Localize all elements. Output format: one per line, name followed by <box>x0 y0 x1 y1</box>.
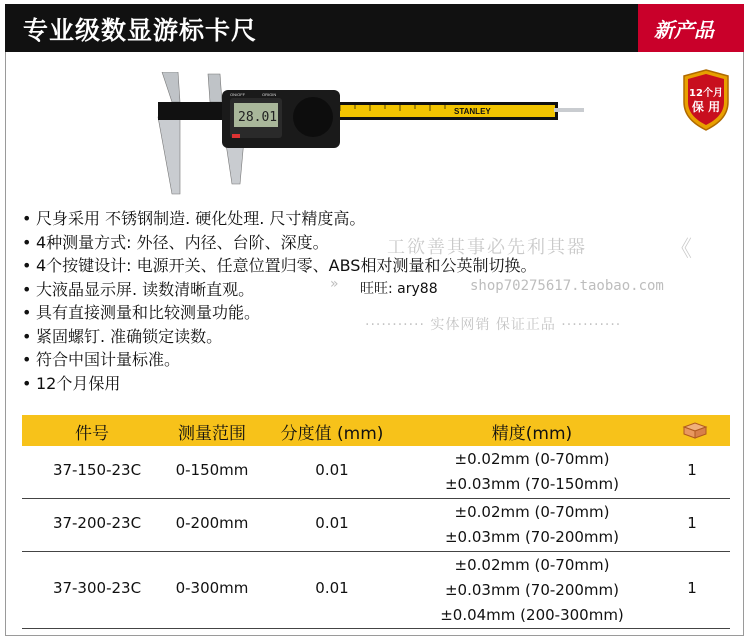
feature-item: • 12个月保用 <box>22 373 121 393</box>
cell-part: 37-200-23C <box>52 514 142 532</box>
caliper-origin-button: ORIGIN <box>262 92 277 97</box>
cell-precision: ±0.02mm (0-70mm) ±0.03mm (70-200mm) ±0.04mm (200-300mm) <box>440 556 624 624</box>
warranty-line2: 保 用 <box>691 100 721 114</box>
cell-range: 0-150mm <box>175 461 249 479</box>
table-header <box>22 415 730 446</box>
table-row <box>22 552 730 629</box>
cell-qty: 1 <box>687 514 697 532</box>
box-icon <box>682 421 708 439</box>
watermark-arrow-icon: 《 <box>670 237 693 262</box>
header-bar <box>5 4 744 52</box>
col-header-part: 件号 <box>75 424 109 444</box>
caliper-on-button: ON/OFF <box>230 92 246 97</box>
cell-resolution: 0.01 <box>315 579 349 597</box>
cell-part: 37-150-23C <box>52 461 142 479</box>
col-header-resolution: 分度值 (mm) <box>280 424 384 444</box>
cell-part: 37-300-23C <box>52 579 142 597</box>
feature-item: • 4个按键设计: 电源开关、任意位置归零、ABS相对测量和公英制切换。 <box>22 256 537 275</box>
new-product-label: 新产品 <box>654 18 714 42</box>
cell-resolution: 0.01 <box>315 514 349 532</box>
feature-item: • 符合中国计量标准。 <box>22 350 181 369</box>
cell-precision: ±0.02mm (0-70mm) ±0.03mm (70-200mm) <box>444 503 620 546</box>
col-header-precision: 精度(mm) <box>491 424 573 444</box>
page-title: 专业级数显游标卡尺 <box>23 16 258 45</box>
feature-item: • 紧固螺钉. 准确锁定读数。 <box>22 326 223 346</box>
feature-item: • 尺身采用 不锈钢制造. 硬化处理. 尺寸精度高。 <box>22 209 366 228</box>
spec-table <box>22 415 730 629</box>
watermark-guarantee: ··········· 实体网销 保证正品 ··········· <box>365 317 622 333</box>
watermark-slogan: 工欲善其事必先利其器 <box>387 237 587 258</box>
cell-resolution: 0.01 <box>315 461 349 479</box>
table-row <box>22 446 730 499</box>
col-header-range: 测量范围 <box>178 424 246 444</box>
caliper-display-reading: 28.01 <box>238 110 278 125</box>
cell-range: 0-200mm <box>175 514 249 532</box>
cell-qty: 1 <box>687 579 697 597</box>
watermark-wangwang-label: 旺旺: ary88 <box>360 281 438 297</box>
new-product-badge <box>638 4 744 52</box>
caliper-image <box>150 72 590 202</box>
watermark-shop-url: shop70275617.taobao.com <box>470 278 664 294</box>
caliper-brand-label: STANLEY <box>454 107 491 116</box>
table-row <box>22 499 730 552</box>
warranty-badge <box>680 68 732 132</box>
watermark-bullet: » <box>330 276 339 292</box>
feature-item: • 具有直接测量和比较测量功能。 <box>22 303 261 322</box>
cell-qty: 1 <box>687 461 697 479</box>
cell-precision: ±0.02mm (0-70mm) ±0.03mm (70-150mm) <box>444 450 620 493</box>
feature-item: • 4种测量方式: 外径、内径、台阶、深度。 <box>22 232 329 252</box>
warranty-line1: 12个月 <box>689 88 723 99</box>
cell-range: 0-300mm <box>175 579 249 597</box>
feature-item: • 大液晶显示屏. 读数清晰直观。 <box>22 279 255 299</box>
